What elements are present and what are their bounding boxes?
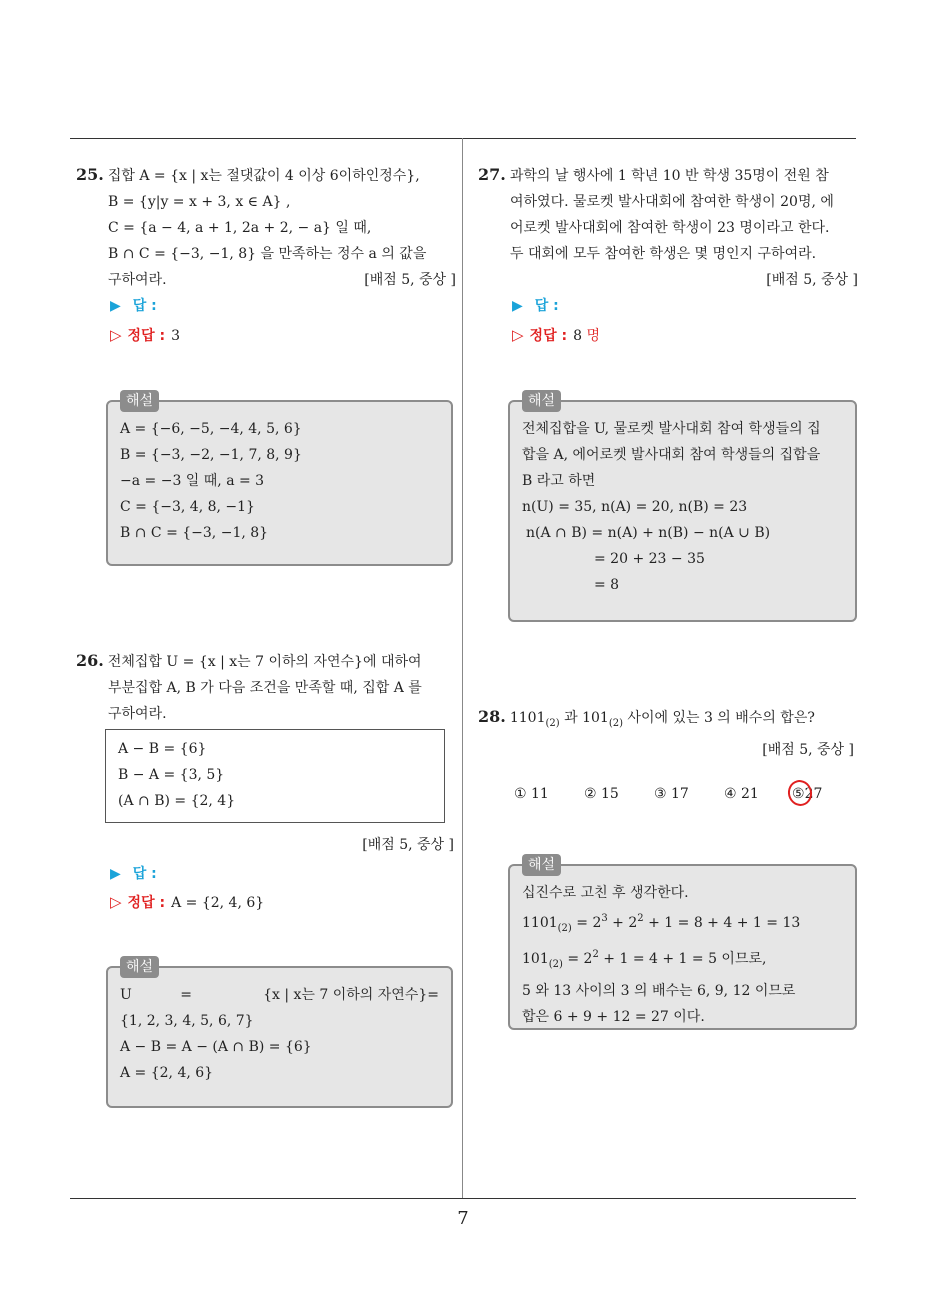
problem-text: 1101 (509, 710, 546, 726)
choice-value: 11 (531, 786, 549, 802)
solution-text: + 2 (607, 915, 638, 931)
solution-box (106, 393, 453, 566)
solution-line: {1, 2, 3, 4, 5, 6, 7} (120, 1013, 254, 1029)
choice-mark: ① (514, 786, 527, 802)
correct-value: 3 (171, 328, 180, 344)
problem-text: 부분집합 A, B 가 다음 조건을 만족할 때, 집합 A 를 (108, 680, 422, 696)
problem-26 (76, 648, 456, 727)
solution-line: 5 와 13 사이의 3 의 배수는 6, 9, 12 이므로 (522, 983, 796, 999)
score-label: [배점 5, 중상 ] (766, 272, 858, 288)
solution-box (508, 393, 857, 622)
exponent: 3 (601, 913, 608, 924)
base-subscript: (2) (557, 923, 572, 934)
choice-list (514, 786, 842, 802)
problem-text: 구하여라. (108, 272, 167, 288)
problem-25 (76, 162, 456, 293)
solution-line (522, 906, 843, 942)
correct-label: 정답 : (127, 895, 166, 911)
solution-text: + 1 = 4 + 1 = 5 이므로, (598, 951, 767, 967)
top-rule (70, 138, 856, 139)
correct-answer-line (512, 325, 600, 346)
choice-5[interactable] (792, 786, 842, 802)
choice-3[interactable] (654, 786, 724, 802)
base-subscript: (2) (545, 718, 560, 729)
answer-label: 답 : (534, 298, 559, 314)
problem-number: 28. (478, 707, 506, 726)
solution-line: B = {−3, −2, −1, 7, 8, 9} (120, 447, 302, 463)
answer-label: 답 : (132, 298, 157, 314)
problem-text: 집합 A = {x | x는 절댓값이 4 이상 6이하인정수}, (107, 168, 420, 184)
exponent: 2 (637, 913, 644, 924)
problem-text: 전체집합 U = {x | x는 7 이하의 자연수}에 대하여 (107, 654, 422, 670)
correct-label: 정답 : (529, 328, 568, 344)
condition-line: B − A = {3, 5} (118, 767, 225, 783)
problem-text: 두 대회에 모두 참여한 학생은 몇 명인지 구하여라. (510, 246, 817, 262)
problem-27 (478, 162, 858, 293)
solution-tag: 해설 (120, 390, 159, 412)
solution-tag: 해설 (522, 390, 561, 412)
choice-1[interactable] (514, 786, 584, 802)
solution-text: 1101 (522, 915, 558, 931)
problem-number: 25. (76, 165, 104, 184)
problem-text: 구하여라. (108, 706, 167, 722)
solution-text: + 1 = 8 + 4 + 1 = 13 (643, 915, 801, 931)
score-label: [배점 5, 중상 ] (362, 837, 454, 853)
choice-mark: ④ (724, 786, 737, 802)
correct-value: A = {2, 4, 6} (171, 895, 265, 911)
choice-mark: ② (584, 786, 597, 802)
solution-line: = 8 (594, 577, 620, 593)
play-triangle-icon: ▶ (110, 298, 121, 314)
correct-value: 8 (573, 328, 582, 344)
problem-text: 과학의 날 행사에 1 학년 10 반 학생 35명이 전원 참 (509, 168, 829, 184)
solution-line: B ∩ C = {−3, −1, 8} (120, 525, 269, 541)
exponent: 2 (592, 949, 599, 960)
base-subscript: (2) (608, 718, 623, 729)
solution-line: A = {2, 4, 6} (120, 1065, 214, 1081)
problem-text: 어로켓 발사대회에 참여한 학생이 23 명이라고 한다. (510, 220, 830, 236)
choice-value: 27 (804, 786, 823, 802)
solution-line: −a = −3 일 때, a = 3 (120, 473, 265, 489)
play-triangle-icon: ▶ (110, 866, 121, 882)
choice-value: 17 (671, 786, 689, 802)
choice-value: 21 (741, 786, 759, 802)
correct-unit: 명 (586, 328, 600, 344)
problem-text: 사이에 있는 3 의 배수의 합은? (622, 710, 815, 726)
base-subscript: (2) (548, 959, 563, 970)
condition-line: (A ∩ B) = {2, 4} (118, 793, 236, 809)
answer-line (512, 296, 559, 316)
solution-line: A = {−6, −5, −4, 4, 5, 6} (120, 421, 302, 437)
problem-text: B ∩ C = {−3, −1, 8} 을 만족하는 정수 a 의 값을 (108, 246, 427, 262)
solution-line: 합은 6 + 9 + 12 = 27 이다. (522, 1009, 705, 1025)
play-triangle-icon: ▶ (512, 298, 523, 314)
solution-tag: 해설 (522, 854, 561, 876)
solution-text: 101 (522, 951, 549, 967)
score-label: [배점 5, 중상 ] (364, 272, 456, 288)
solution-line: 전체집합을 U, 물로켓 발사대회 참여 학생들의 집 (522, 421, 821, 437)
choice-mark: ⑤ (792, 786, 805, 802)
problem-number: 26. (76, 651, 104, 670)
solution-line (522, 942, 843, 978)
choice-4[interactable] (724, 786, 792, 802)
correct-label: 정답 : (127, 328, 166, 344)
correct-answer-line (110, 892, 264, 913)
condition-line: A − B = {6} (118, 741, 207, 757)
solution-text: = 2 (571, 915, 602, 931)
solution-line: = (180, 987, 192, 1003)
choice-2[interactable] (584, 786, 654, 802)
score-label: [배점 5, 중상 ] (762, 742, 854, 758)
solution-box (106, 959, 453, 1108)
answer-line (110, 296, 157, 316)
solution-line: = 20 + 23 − 35 (594, 551, 705, 567)
problem-number: 27. (478, 165, 506, 184)
page-number: 7 (457, 1208, 469, 1229)
solution-line: n(A ∩ B) = n(A) + n(B) − n(A ∪ B) (526, 525, 771, 541)
choice-mark: ③ (654, 786, 667, 802)
problem-text: C = {a − 4, a + 1, 2a + 2, − a} 일 때, (108, 220, 372, 236)
bottom-rule (70, 1198, 856, 1199)
problem-text: B = {y|y = x + 3, x ∈ A} , (108, 194, 291, 210)
answer-line (110, 864, 157, 884)
solution-box (508, 857, 857, 1030)
solution-tag: 해설 (120, 956, 159, 978)
solution-line: n(U) = 35, n(A) = 20, n(B) = 23 (522, 499, 748, 515)
solution-line: B 라고 하면 (522, 473, 596, 489)
column-divider (462, 138, 463, 1198)
solution-line: 합을 A, 에어로켓 발사대회 참여 학생들의 집합을 (522, 447, 821, 463)
open-triangle-icon: ▷ (512, 326, 524, 344)
solution-text: = 2 (562, 951, 593, 967)
solution-line: A − B = A − (A ∩ B) = {6} (120, 1039, 312, 1055)
condition-box (105, 729, 445, 823)
open-triangle-icon: ▷ (110, 326, 122, 344)
problem-text: 여하였다. 물로켓 발사대회에 참여한 학생이 20명, 에 (510, 194, 834, 210)
problem-28 (478, 704, 854, 763)
problem-text: 과 101 (559, 710, 609, 726)
solution-line: 십진수로 고친 후 생각한다. (522, 885, 689, 901)
choice-value: 15 (601, 786, 619, 802)
solution-line: {x | x는 7 이하의 자연수}= (263, 987, 439, 1003)
selected-circle-icon (785, 777, 815, 808)
answer-label: 답 : (132, 866, 157, 882)
correct-answer-line (110, 325, 180, 346)
open-triangle-icon: ▷ (110, 893, 122, 911)
solution-line: C = {−3, 4, 8, −1} (120, 499, 255, 515)
solution-line: U (120, 987, 132, 1003)
